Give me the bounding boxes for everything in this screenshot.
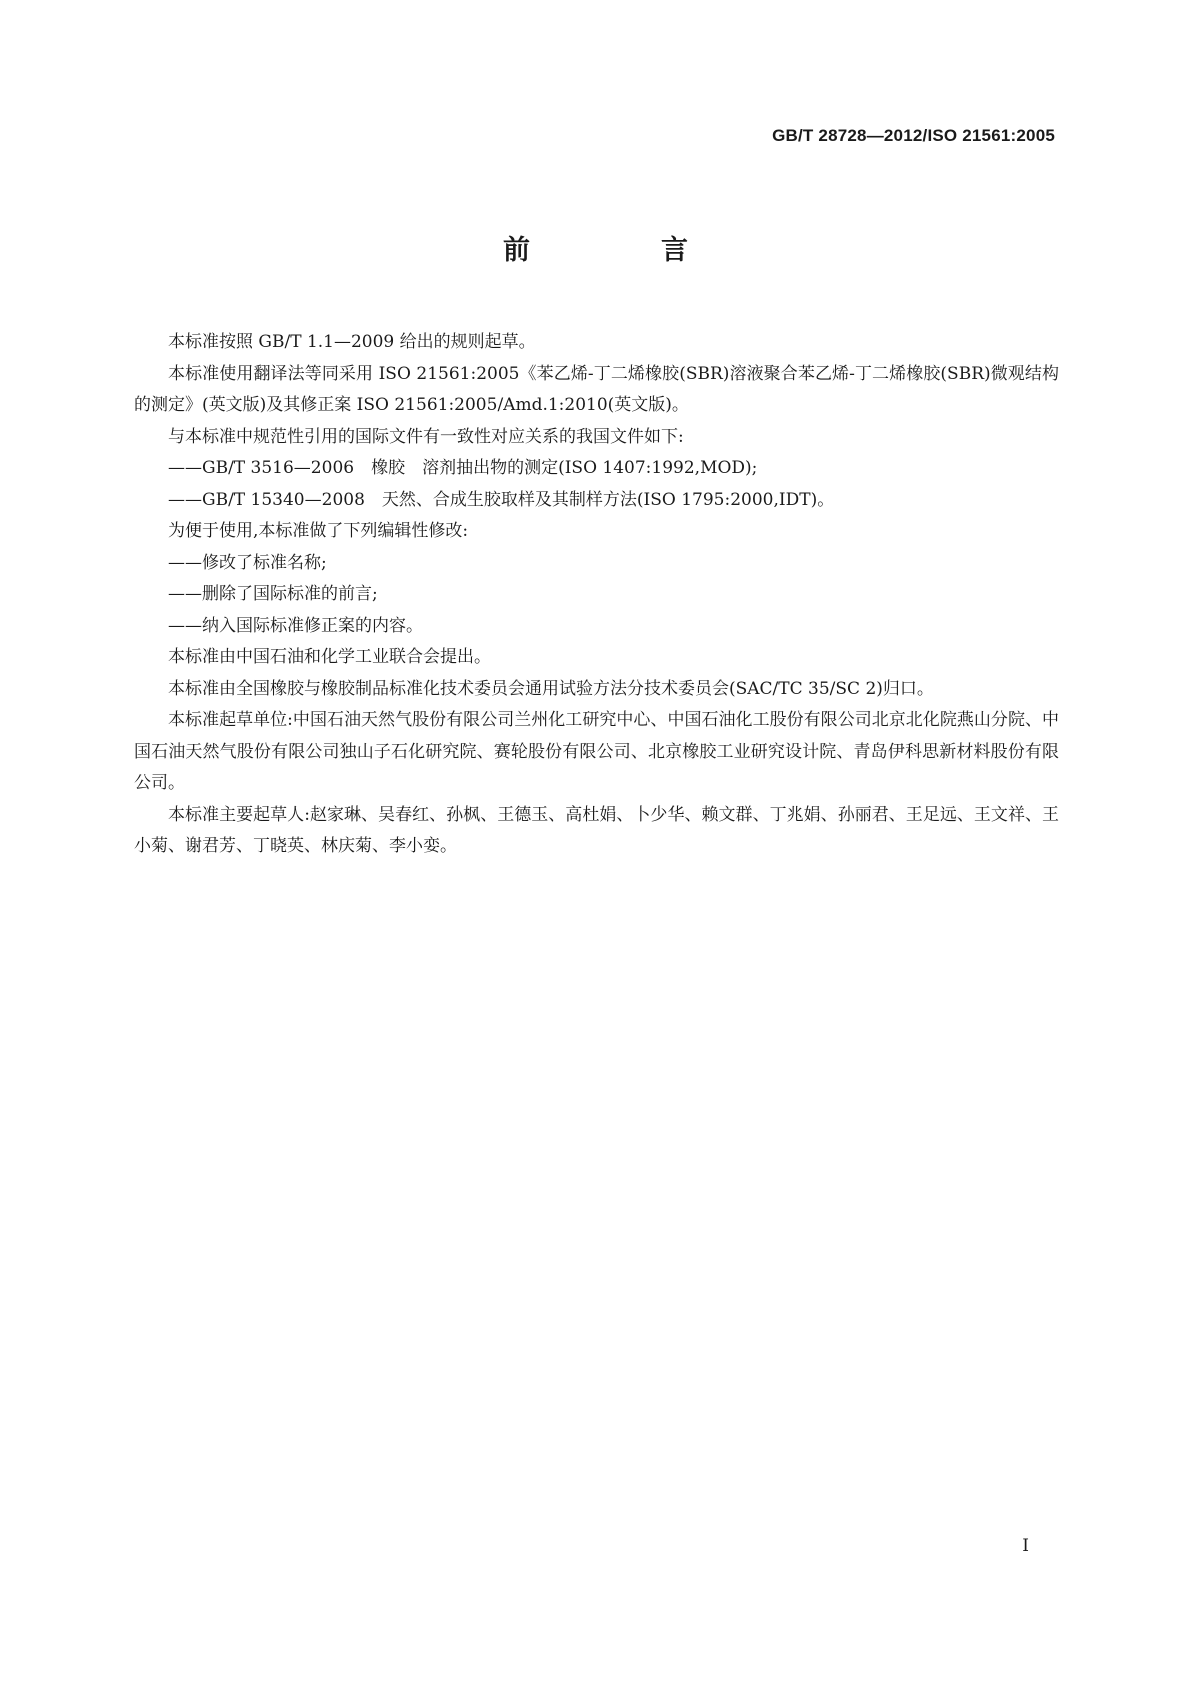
paragraph-adoption: 本标准使用翻译法等同采用 ISO 21561:2005《苯乙烯-丁二烯橡胶(SBR)溶液聚合苯乙烯-丁二烯橡胶(SBR)微观结构的测定》(英文版)及其修正案 ISO 21561:2005/Amd.1:2010(英文版)。 <box>134 363 1059 415</box>
list-item-editorial-2: ——删除了国际标准的前言; <box>168 584 378 604</box>
paragraph-drafting-units: 本标准起草单位:中国石油天然气股份有限公司兰州化工研究中心、中国石油化工股份有限公司北京北化院燕山分院、中国石油天然气股份有限公司独山子石化研究院、赛轮股份有限公司、北京橡胶工业研究设计院、青岛伊科思新材料股份有限公司。 <box>134 710 1059 793</box>
list-item-editorial-1: ——修改了标准名称; <box>168 552 327 573</box>
paragraph-proposer: 本标准由中国石油和化学工业联合会提出。 <box>168 647 491 667</box>
list-item-correspondence-1: ——GB/T 3516—2006 橡胶 溶剂抽出物的测定(ISO 1407:1992,MOD); <box>168 458 758 478</box>
foreword-body <box>134 327 1059 863</box>
list-item-editorial-3: ——纳入国际标准修正案的内容。 <box>168 615 423 636</box>
paragraph-technical-committee: 本标准由全国橡胶与橡胶制品标准化技术委员会通用试验方法分技术委员会(SAC/TC 35/SC 2)归口。 <box>168 678 934 699</box>
list-item-correspondence-2: ——GB/T 15340—2008 天然、合成生胶取样及其制样方法(ISO 1795:2000,IDT)。 <box>168 489 835 510</box>
standard-code: GB/T 28728—2012/ISO 21561:2005 <box>772 126 1055 145</box>
page-title: 前 言 <box>503 235 740 266</box>
paragraph-drafters: 本标准主要起草人:赵家琳、吴春红、孙枫、王德玉、高杜娟、卜少华、赖文群、丁兆娟、孙丽君、王足远、王文祥、王小菊、谢君芳、丁晓英、林庆菊、李小娈。 <box>134 804 1059 856</box>
paragraph-drafting-rules: 本标准按照 GB/T 1.1—2009 给出的规则起草。 <box>168 332 536 352</box>
page-number: I <box>1022 1536 1029 1556</box>
paragraph-correspondence-intro: 与本标准中规范性引用的国际文件有一致性对应关系的我国文件如下: <box>168 426 684 447</box>
paragraph-editorial-intro: 为便于使用,本标准做了下列编辑性修改: <box>168 521 469 541</box>
